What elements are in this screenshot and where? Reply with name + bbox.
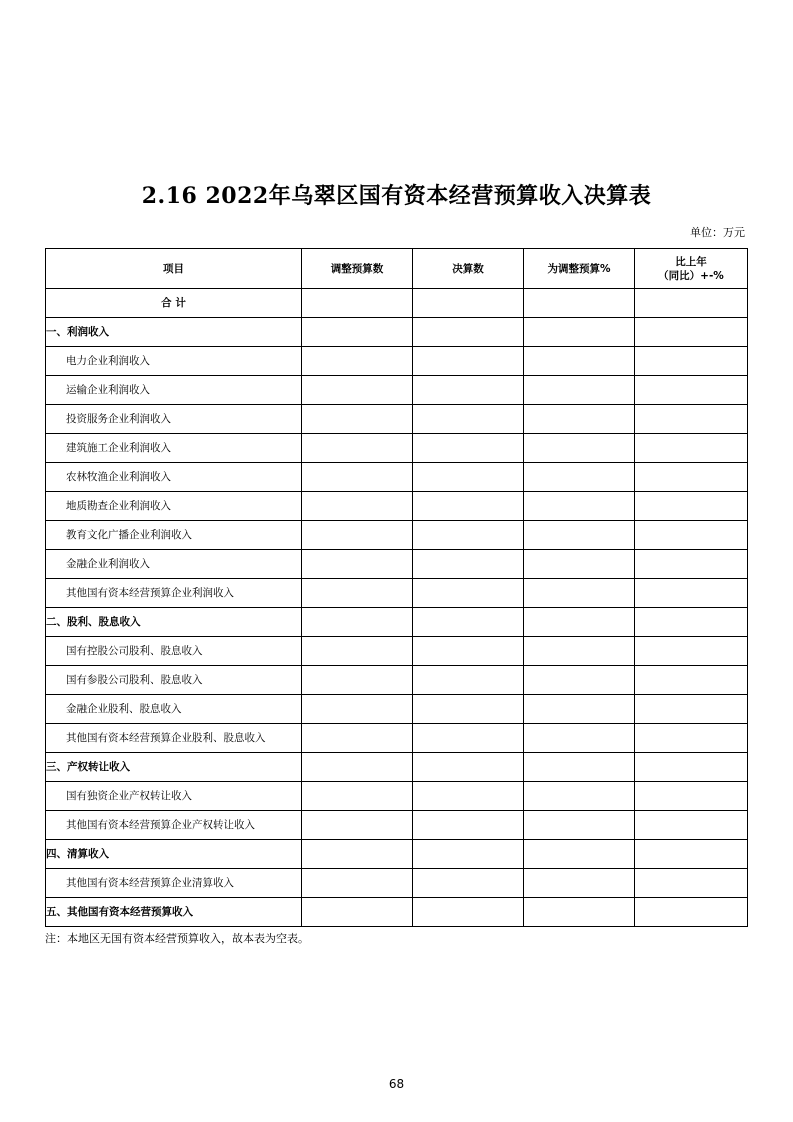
value-cell: [524, 579, 635, 608]
value-cell: [302, 289, 413, 318]
value-cell: [524, 608, 635, 637]
value-cell: [524, 724, 635, 753]
table-row: [46, 550, 748, 579]
value-cell: [524, 782, 635, 811]
table-row: [46, 869, 748, 898]
column-header-item: 项目: [46, 249, 302, 289]
value-cell: [635, 695, 748, 724]
value-cell: [302, 318, 413, 347]
value-cell: [413, 492, 524, 521]
value-cell: [413, 318, 524, 347]
value-cell: [524, 463, 635, 492]
table-header-row: [46, 249, 748, 289]
table-row: [46, 637, 748, 666]
table-note: 注：本地区无国有资本经营预算收入，故本表为空表。: [45, 932, 309, 945]
value-cell: [524, 347, 635, 376]
value-cell: [413, 608, 524, 637]
value-cell: [635, 405, 748, 434]
value-cell: [302, 550, 413, 579]
table-row: [46, 724, 748, 753]
row-label: 运输企业利润收入: [46, 376, 302, 405]
value-cell: [413, 724, 524, 753]
value-cell: [413, 347, 524, 376]
unit-label: 单位：万元: [690, 226, 745, 239]
value-cell: [413, 753, 524, 782]
value-cell: [302, 782, 413, 811]
value-cell: [524, 898, 635, 927]
value-cell: [635, 637, 748, 666]
value-cell: [413, 898, 524, 927]
value-cell: [413, 840, 524, 869]
value-cell: [302, 753, 413, 782]
value-cell: [524, 840, 635, 869]
value-cell: [413, 521, 524, 550]
row-label: 其他国有资本经营预算企业利润收入: [46, 579, 302, 608]
row-label: 电力企业利润收入: [46, 347, 302, 376]
value-cell: [302, 521, 413, 550]
value-cell: [635, 434, 748, 463]
value-cell: [302, 608, 413, 637]
value-cell: [635, 289, 748, 318]
row-label: 国有参股公司股利、股息收入: [46, 666, 302, 695]
value-cell: [635, 521, 748, 550]
row-label: 国有独资企业产权转让收入: [46, 782, 302, 811]
row-label: 二、股利、股息收入: [46, 608, 302, 637]
value-cell: [635, 869, 748, 898]
value-cell: [524, 376, 635, 405]
value-cell: [635, 724, 748, 753]
value-cell: [635, 318, 748, 347]
value-cell: [413, 434, 524, 463]
row-label: 金融企业股利、股息收入: [46, 695, 302, 724]
value-cell: [524, 434, 635, 463]
value-cell: [635, 840, 748, 869]
table-row: [46, 898, 748, 927]
value-cell: [524, 637, 635, 666]
value-cell: [413, 289, 524, 318]
value-cell: [524, 753, 635, 782]
table-row: [46, 666, 748, 695]
value-cell: [413, 782, 524, 811]
row-label: 教育文化广播企业利润收入: [46, 521, 302, 550]
value-cell: [302, 840, 413, 869]
value-cell: [524, 289, 635, 318]
value-cell: [413, 376, 524, 405]
table-row: [46, 434, 748, 463]
value-cell: [413, 666, 524, 695]
column-header-adjusted-budget: 调整预算数: [302, 249, 413, 289]
table-row: [46, 608, 748, 637]
value-cell: [524, 318, 635, 347]
value-cell: [524, 666, 635, 695]
column-header-final-account: 决算数: [413, 249, 524, 289]
table-row: [46, 463, 748, 492]
table-row: [46, 811, 748, 840]
value-cell: [635, 753, 748, 782]
value-cell: [524, 869, 635, 898]
value-cell: [302, 492, 413, 521]
column-header-yoy-change: 比上年 （同比）+-%: [635, 249, 748, 289]
row-label: 建筑施工企业利润收入: [46, 434, 302, 463]
value-cell: [302, 695, 413, 724]
row-label: 国有控股公司股利、股息收入: [46, 637, 302, 666]
table-row: [46, 753, 748, 782]
table-row: [46, 840, 748, 869]
table-row: [46, 405, 748, 434]
value-cell: [302, 463, 413, 492]
page-title: 2.16 2022年乌翠区国有资本经营预算收入决算表: [141, 183, 652, 209]
row-label: 其他国有资本经营预算企业产权转让收入: [46, 811, 302, 840]
value-cell: [524, 695, 635, 724]
value-cell: [302, 434, 413, 463]
row-label: 金融企业利润收入: [46, 550, 302, 579]
table-row: [46, 289, 748, 318]
table-row: [46, 492, 748, 521]
value-cell: [524, 521, 635, 550]
row-label: 其他国有资本经营预算企业清算收入: [46, 869, 302, 898]
value-cell: [524, 811, 635, 840]
value-cell: [635, 811, 748, 840]
value-cell: [302, 376, 413, 405]
value-cell: [524, 550, 635, 579]
value-cell: [524, 405, 635, 434]
table-row: [46, 782, 748, 811]
value-cell: [302, 637, 413, 666]
value-cell: [302, 811, 413, 840]
value-cell: [413, 695, 524, 724]
row-label: 地质勘查企业利润收入: [46, 492, 302, 521]
value-cell: [635, 666, 748, 695]
value-cell: [635, 492, 748, 521]
value-cell: [302, 579, 413, 608]
value-cell: [635, 898, 748, 927]
value-cell: [413, 405, 524, 434]
table-row: [46, 318, 748, 347]
value-cell: [635, 550, 748, 579]
table-row: [46, 521, 748, 550]
budget-table: [45, 248, 748, 927]
value-cell: [302, 898, 413, 927]
value-cell: [302, 666, 413, 695]
table-row: [46, 376, 748, 405]
value-cell: [413, 869, 524, 898]
table-row: [46, 347, 748, 376]
row-label: 三、产权转让收入: [46, 753, 302, 782]
row-label: 农林牧渔企业利润收入: [46, 463, 302, 492]
table-row: [46, 695, 748, 724]
value-cell: [635, 376, 748, 405]
table-row: [46, 579, 748, 608]
row-label: 五、其他国有资本经营预算收入: [46, 898, 302, 927]
value-cell: [302, 869, 413, 898]
value-cell: [302, 347, 413, 376]
row-label: 一、利润收入: [46, 318, 302, 347]
row-label: 其他国有资本经营预算企业股利、股息收入: [46, 724, 302, 753]
value-cell: [302, 405, 413, 434]
value-cell: [635, 347, 748, 376]
value-cell: [413, 463, 524, 492]
value-cell: [413, 550, 524, 579]
value-cell: [302, 724, 413, 753]
row-label: 四、清算收入: [46, 840, 302, 869]
value-cell: [524, 492, 635, 521]
value-cell: [635, 782, 748, 811]
value-cell: [635, 608, 748, 637]
value-cell: [413, 811, 524, 840]
value-cell: [635, 579, 748, 608]
value-cell: [635, 463, 748, 492]
page-number: 68: [388, 1077, 405, 1091]
row-label: 合 计: [46, 289, 302, 318]
column-header-pct-of-budget: 为调整预算%: [524, 249, 635, 289]
value-cell: [413, 637, 524, 666]
value-cell: [413, 579, 524, 608]
row-label: 投资服务企业利润收入: [46, 405, 302, 434]
